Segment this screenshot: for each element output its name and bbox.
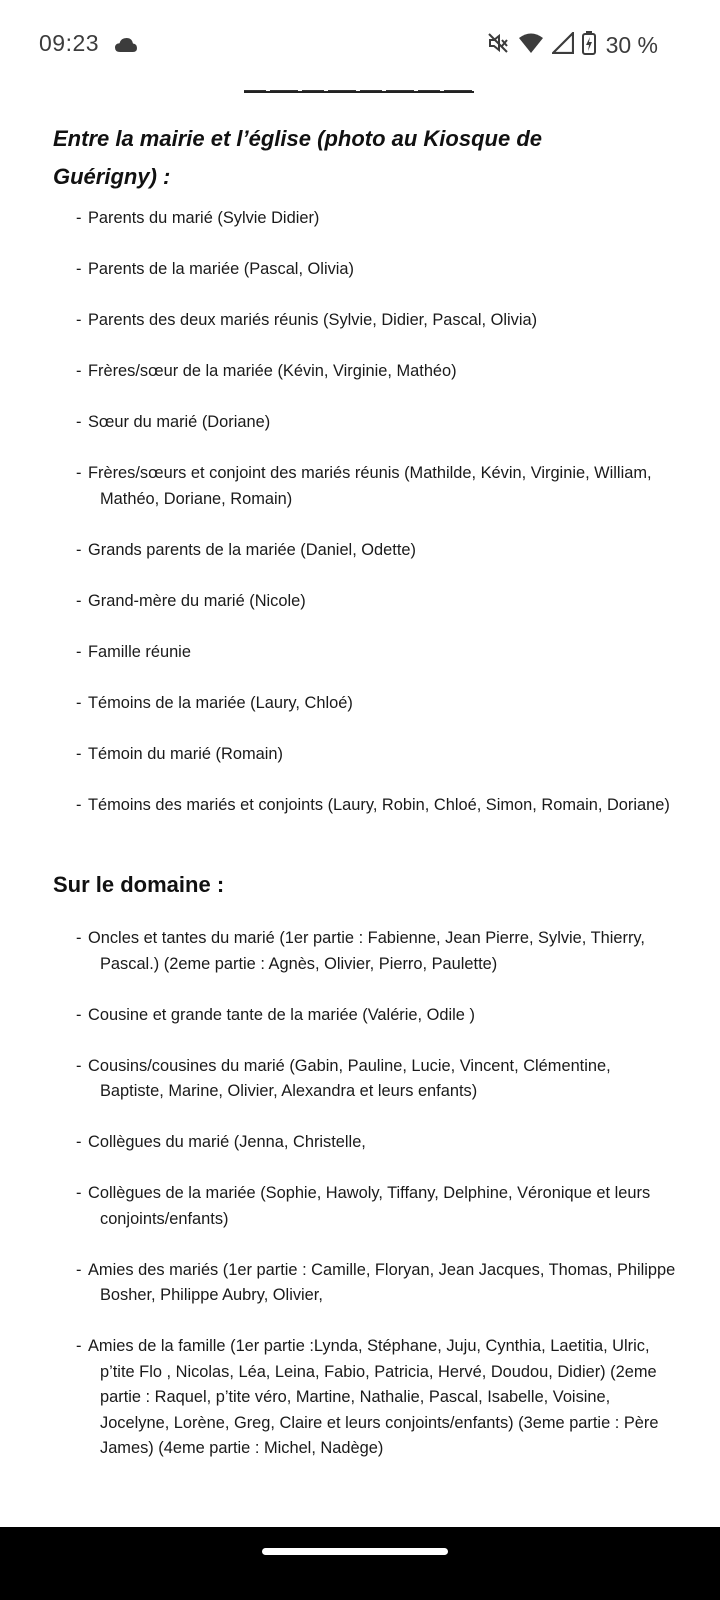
list-domaine [76, 926, 676, 1487]
list-item: - Famille réunie [76, 642, 191, 661]
list-item: - Collègues du marié (Jenna, Christelle, [76, 1133, 366, 1151]
list-item: - Grands parents de la mariée (Daniel, Odette) [76, 540, 416, 559]
mute-icon [486, 31, 510, 60]
list-item: - Parents des deux mariés réunis (Sylvie, Didier, Pascal, Olivia) [76, 311, 538, 329]
status-icons [486, 31, 658, 60]
battery-percent: 30 % [605, 32, 658, 58]
signal-icon [552, 32, 574, 59]
list-item: - Témoins de la mariée (Laury, Chloé) [76, 693, 353, 712]
section-title-mairie-eglise: Entre la mairie et l’église (photo au Kiosque de Guérigny) : [53, 126, 542, 189]
home-gesture-handle[interactable] [262, 1548, 448, 1555]
status-time: 09:23 [39, 30, 100, 56]
list-item: - Parents du marié (Sylvie Didier) [76, 209, 320, 227]
wifi-icon [518, 32, 544, 59]
list-item: - Amies des mariés (1er partie : Camille, Floryan, Jean Jacques, Thomas, Philippe Bosher, Philippe Aubry, Olivier, [76, 1260, 676, 1304]
navigation-bar [0, 1527, 720, 1600]
list-item: - Collègues de la mariée (Sophie, Hawoly, Tiffany, Delphine, Véronique et leurs conjoints/enfants) [76, 1184, 651, 1228]
cloud-icon [114, 37, 138, 58]
battery-charging-icon [582, 31, 596, 60]
list-mairie-eglise [76, 206, 676, 844]
section-title-domaine: Sur le domaine : [53, 872, 225, 897]
list-item: - Oncles et tantes du marié (1er partie : Fabienne, Jean Pierre, Sylvie, Thierry, Pascal.) (2eme partie : Agnès, Olivier, Pierro, Paulette) [76, 929, 645, 973]
list-item: - Témoins des mariés et conjoints (Laury, Robin, Chloé, Simon, Romain, Doriane) [76, 795, 670, 814]
list-item: - Témoin du marié (Romain) [76, 744, 283, 763]
list-item: - Sœur du marié (Doriane) [76, 413, 271, 431]
list-item: - Cousins/cousines du marié (Gabin, Pauline, Lucie, Vincent, Clémentine, Baptiste, Marine, Olivier, Alexandra et leurs enfants) [76, 1056, 611, 1100]
list-item: - Frères/sœurs et conjoint des mariés réunis (Mathilde, Kévin, Virginie, William, Mathéo, Doriane, Romain) [76, 464, 652, 508]
list-item: - Parents de la mariée (Pascal, Olivia) [76, 260, 354, 278]
status-bar [0, 0, 720, 90]
list-item: - Grand-mère du marié (Nicole) [76, 591, 306, 610]
list-item: - Frères/sœur de la mariée (Kévin, Virginie, Mathéo) [76, 362, 457, 380]
list-item: - Cousine et grande tante de la mariée (Valérie, Odile ) [76, 1005, 475, 1024]
list-item: - Amies de la famille (1er partie :Lynda, Stéphane, Juju, Cynthia, Laetitia, Ulric, p’tite Flo , Nicolas, Léa, Leina, Fabio, Patricia, Hervé, Doudou, Didier) (2eme partie : Raquel, p’tite véro, Martine, Nathalie, Pascal, Isabelle, Voisine, Jocelyne, Lorène, Greg, Claire et leurs conjoints/enfants) (3eme partie : Père James) (4eme partie : Michel, Nadège) [76, 1337, 659, 1457]
